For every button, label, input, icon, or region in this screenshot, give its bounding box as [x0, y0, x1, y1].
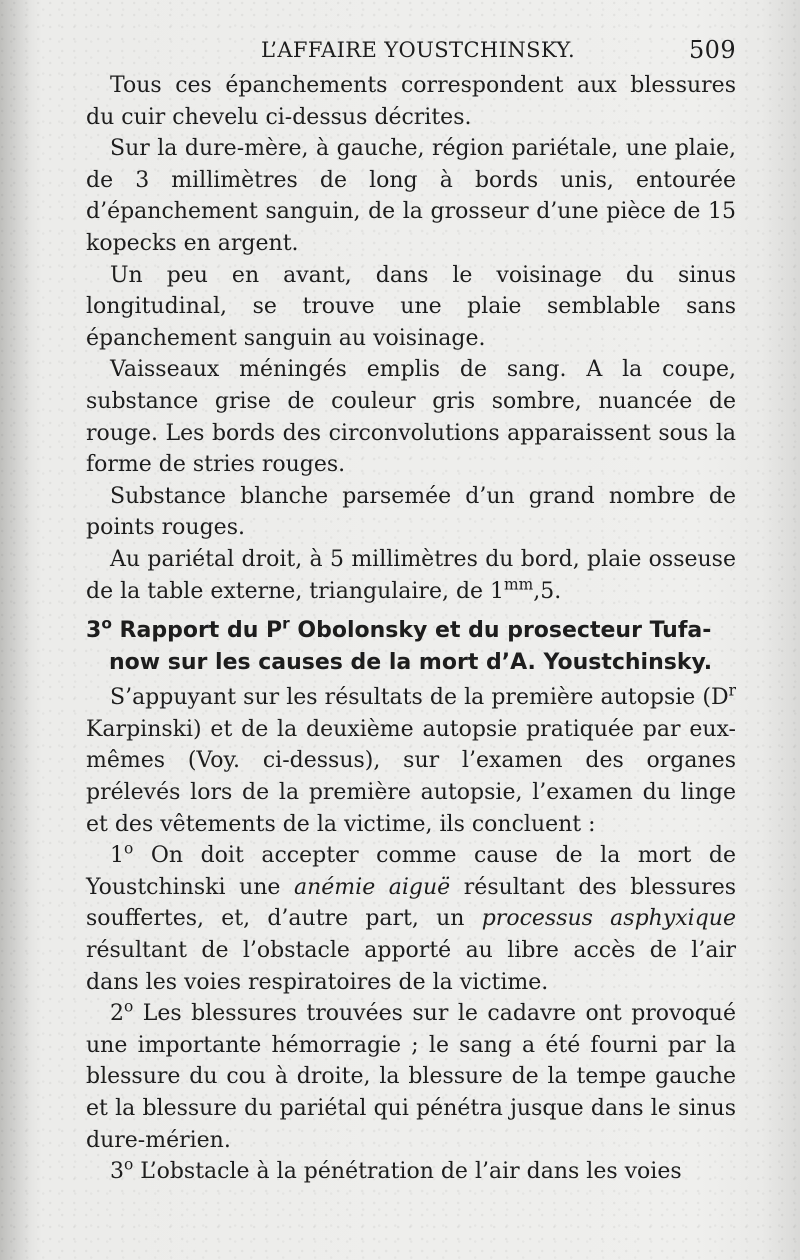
section-number-sup: o — [101, 614, 112, 633]
paragraph-2: Sur la dure-mère, à gauche, région pariétale, une plaie, de 3 millimètres de long à bords unis, entourée d’épanchement sanguin, de la grosseur d’une pièce de 15 kopecks en argent. — [86, 136, 736, 256]
section-heading-text-b: Obolonsky et du prosecteur Tufa- — [289, 618, 712, 644]
paragraph-6-text: Au pariétal droit, à 5 millimètres du bord, plaie osseuse de la table externe, triangulaire, de 1 — [86, 546, 736, 604]
conclusion-1 — [86, 840, 736, 998]
main-text — [86, 70, 736, 1188]
section-heading-title-sup: r — [282, 614, 290, 633]
paragraph-4: Vaisseaux méningés emplis de sang. A la coupe, substance grise de couleur gris sombre, nuancée de rouge. Les bords des circonvolutions apparaissent sous la forme de stries rouges. — [86, 357, 736, 478]
conclusion-2-text: Les blessures trouvées sur le cadavre ont provoqué une importante hémorragie ; le sang a été fourni par la blessure du cou à droite, la blessure de la tempe gauche et la blessure du pariétal qui pénétra jusque dans le sinus dure-mérien. — [86, 1001, 736, 1153]
paragraph-1: Tous ces épanchements correspondent aux blessures du cuir chevelu ci-dessus décrites. — [86, 73, 736, 130]
section-heading — [86, 615, 736, 678]
section-intro-part-1: S’appuyant sur les résultats de la première autopsie (D — [110, 685, 729, 711]
conclusion-3-number: 3 — [110, 1159, 124, 1185]
conclusion-2-number: 2 — [110, 1001, 124, 1027]
conclusion-3-text: L’obstacle à la pénétration de l’air dans les voies — [133, 1159, 682, 1185]
paragraph-6 — [86, 544, 736, 607]
paragraph-6-end: ,5. — [533, 578, 562, 604]
conclusion-1-text-a: On doit accepter comme cause de la mort de Youstchinski une — [86, 843, 736, 900]
conclusion-2-number-sup: o — [124, 997, 134, 1016]
conclusion-1-number-sup: o — [124, 839, 134, 858]
section-intro-part-2: Karpinski) et de la deuxième autopsie pratiquée par eux-mêmes (Voy. ci-dessus), sur l’examen des organes prélevés lors de la première autopsie, l’examen du linge et des vêtements de la victime, ils concluent : — [86, 716, 736, 837]
paragraph-5: Substance blanche parsemée d’un grand nombre de points rouges. — [86, 483, 736, 541]
page-header — [84, 30, 736, 70]
section-number: 3 — [86, 618, 102, 644]
conclusion-3 — [86, 1156, 736, 1188]
section-intro-paragraph — [86, 682, 736, 840]
section-heading-line-1 — [86, 615, 736, 647]
section-intro-sup: r — [728, 681, 736, 700]
conclusion-3-number-sup: o — [124, 1155, 134, 1174]
section-heading-line-2: now sur les causes de la mort d’A. Youstchinsky. — [109, 649, 713, 675]
paragraph-6-unit: mm — [504, 575, 534, 594]
conclusion-1-italic-a: anémie aiguë — [294, 874, 451, 900]
conclusion-1-text-c: résultant de l’obstacle apporté au libre accès de l’air dans les voies respiratoires de la victime. — [86, 938, 736, 995]
scan-left-shadow — [0, 0, 42, 1260]
conclusion-2 — [86, 998, 736, 1156]
running-title: L’AFFAIRE YOUSTCHINSKY. — [260, 38, 576, 62]
conclusion-1-number: 1 — [110, 843, 124, 869]
page-number: 509 — [688, 36, 736, 64]
conclusion-1-text-b: résultant des blessures souffertes, et, d’autre part, un — [86, 874, 737, 932]
paragraph-3: Un peu en avant, dans le voisinage du sinus longitudinal, se trouve une plaie semblable sans épanchement sanguin au voisinage. — [86, 262, 736, 351]
section-heading-text-a: Rapport du P — [111, 618, 283, 644]
scan-right-shadow — [762, 0, 800, 1260]
conclusion-1-italic-b: processus asphyxique — [481, 906, 736, 932]
